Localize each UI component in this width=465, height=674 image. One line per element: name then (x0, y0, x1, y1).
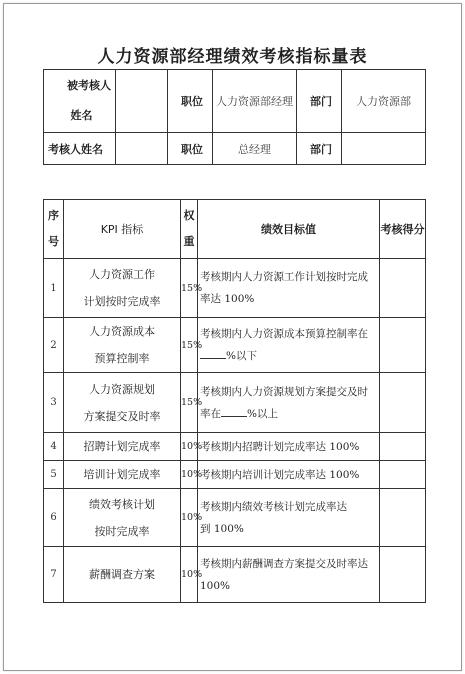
kpi-weight: 10% (181, 461, 198, 489)
kpi-target-line1: 考核期内薪酬调查方案提交及时率达 (200, 557, 368, 570)
kpi-row (44, 318, 426, 373)
kpi-header-row (44, 200, 426, 259)
kpi-target (198, 461, 380, 489)
header-weight (181, 200, 198, 259)
kpi-target (198, 489, 380, 547)
kpi-score-cell[interactable] (380, 461, 426, 489)
header-seq-line2: 号 (48, 235, 59, 248)
kpi-row (44, 489, 426, 547)
header-seq (44, 200, 64, 259)
evaluator-name-label: 考核人姓名 (44, 133, 116, 165)
kpi-score-cell[interactable] (380, 489, 426, 547)
kpi-target-line1: 考核期内招聘计划完成率达 100% (200, 440, 360, 453)
kpi-target-line2 (200, 345, 379, 367)
kpi-indicator (64, 489, 181, 547)
kpi-target-line1: 考核期内培训计划完成率达 100% (200, 468, 360, 481)
header-weight-line1: 权 (183, 209, 195, 222)
position-value[interactable]: 人力资源部经理 (213, 70, 297, 133)
evaluator-department-label: 部门 (297, 133, 342, 165)
kpi-indicator-line2: 按时完成率 (94, 524, 150, 538)
kpi-table (43, 199, 426, 603)
kpi-target (198, 433, 380, 461)
kpi-indicator-line2: 计划按时完成率 (83, 295, 161, 308)
kpi-target-line2-text: 率在 (200, 407, 221, 420)
kpi-weight: 10% (181, 433, 198, 461)
header-weight-line2: 重 (183, 235, 195, 248)
position-label: 职位 (168, 70, 213, 133)
kpi-indicator-line1: 绩效考核计划 (89, 497, 155, 511)
kpi-target-line2 (200, 403, 379, 425)
kpi-row (44, 373, 426, 433)
kpi-target-line2-text: 率达 100% (200, 293, 255, 305)
kpi-indicator (64, 433, 181, 461)
kpi-row-number: 4 (44, 433, 64, 461)
kpi-weight: 15% (181, 373, 198, 433)
fill-in-blank[interactable] (200, 347, 226, 359)
evaluator-position-value[interactable]: 总经理 (213, 133, 297, 165)
kpi-target-line2-suffix: %以下 (226, 350, 257, 362)
evaluator-department-value[interactable] (342, 133, 426, 165)
fill-in-blank[interactable] (221, 405, 247, 417)
evaluator-name-value[interactable] (116, 133, 168, 165)
kpi-target (198, 318, 380, 373)
kpi-row-number: 2 (44, 318, 64, 373)
evaluatee-info-table (43, 69, 426, 165)
kpi-target-line1: 考核期内人力资源成本预算控制率在 (200, 328, 368, 340)
kpi-indicator-line1: 薪酬调查方案 (89, 568, 155, 581)
kpi-row-number: 1 (44, 259, 64, 318)
document-title: 人力资源部经理绩效考核指标量表 (97, 47, 368, 67)
kpi-target-line2 (200, 288, 379, 310)
kpi-indicator-line1: 人力资源规划 (89, 382, 155, 396)
evaluatee-label-line2: 姓名 (70, 109, 93, 122)
kpi-indicator-line1: 人力资源工作 (89, 268, 155, 281)
kpi-indicator-line2: 方案提交及时率 (83, 409, 161, 423)
kpi-indicator-line1: 培训计划完成率 (83, 468, 161, 481)
kpi-row (44, 461, 426, 489)
header-target: 绩效目标值 (198, 200, 380, 259)
kpi-indicator (64, 547, 181, 603)
kpi-indicator-line1: 人力资源成本 (89, 325, 155, 338)
kpi-indicator (64, 259, 181, 318)
kpi-target (198, 373, 380, 433)
kpi-score-cell[interactable] (380, 373, 426, 433)
info-row-evaluator (44, 133, 426, 165)
kpi-target-line2-suffix: %以上 (247, 407, 278, 420)
kpi-row-number: 5 (44, 461, 64, 489)
department-label: 部门 (297, 70, 342, 133)
kpi-score-cell[interactable] (380, 433, 426, 461)
info-row-evaluatee (44, 70, 426, 133)
kpi-row-number: 7 (44, 547, 64, 603)
kpi-target-line2 (200, 575, 379, 597)
kpi-target-line1: 考核期内人力资源工作计划按时完成 (200, 271, 368, 283)
kpi-weight: 10% (181, 489, 198, 547)
kpi-indicator (64, 461, 181, 489)
kpi-target-line2-text: 100% (200, 579, 231, 592)
kpi-target (198, 547, 380, 603)
evaluatee-name-label (44, 70, 116, 133)
evaluatee-name-value[interactable] (116, 70, 168, 133)
kpi-target-line1: 考核期内绩效考核计划完成率达 (200, 500, 347, 513)
header-indicator: KPI 指标 (64, 200, 181, 259)
department-value[interactable]: 人力资源部 (342, 70, 426, 133)
kpi-indicator-line1: 招聘计划完成率 (83, 440, 161, 453)
kpi-target-line2-text: 到 100% (200, 522, 244, 535)
kpi-row-number: 6 (44, 489, 64, 547)
kpi-score-cell[interactable] (380, 547, 426, 603)
kpi-score-cell[interactable] (380, 259, 426, 318)
evaluator-position-label: 职位 (168, 133, 213, 165)
header-seq-line1: 序 (48, 209, 59, 222)
kpi-score-cell[interactable] (380, 318, 426, 373)
kpi-target-line2 (200, 518, 379, 540)
kpi-weight: 15% (181, 259, 198, 318)
kpi-row-number: 3 (44, 373, 64, 433)
kpi-row (44, 259, 426, 318)
kpi-target-line1: 考核期内人力资源规划方案提交及时 (200, 385, 368, 398)
kpi-weight: 15% (181, 318, 198, 373)
kpi-indicator (64, 318, 181, 373)
kpi-indicator (64, 373, 181, 433)
kpi-row (44, 433, 426, 461)
evaluatee-label-line1: 被考核人 (67, 79, 111, 92)
header-score: 考核得分 (380, 200, 426, 259)
kpi-target (198, 259, 380, 318)
kpi-row (44, 547, 426, 603)
kpi-weight: 10% (181, 547, 198, 603)
kpi-indicator-line2: 预算控制率 (94, 352, 150, 365)
